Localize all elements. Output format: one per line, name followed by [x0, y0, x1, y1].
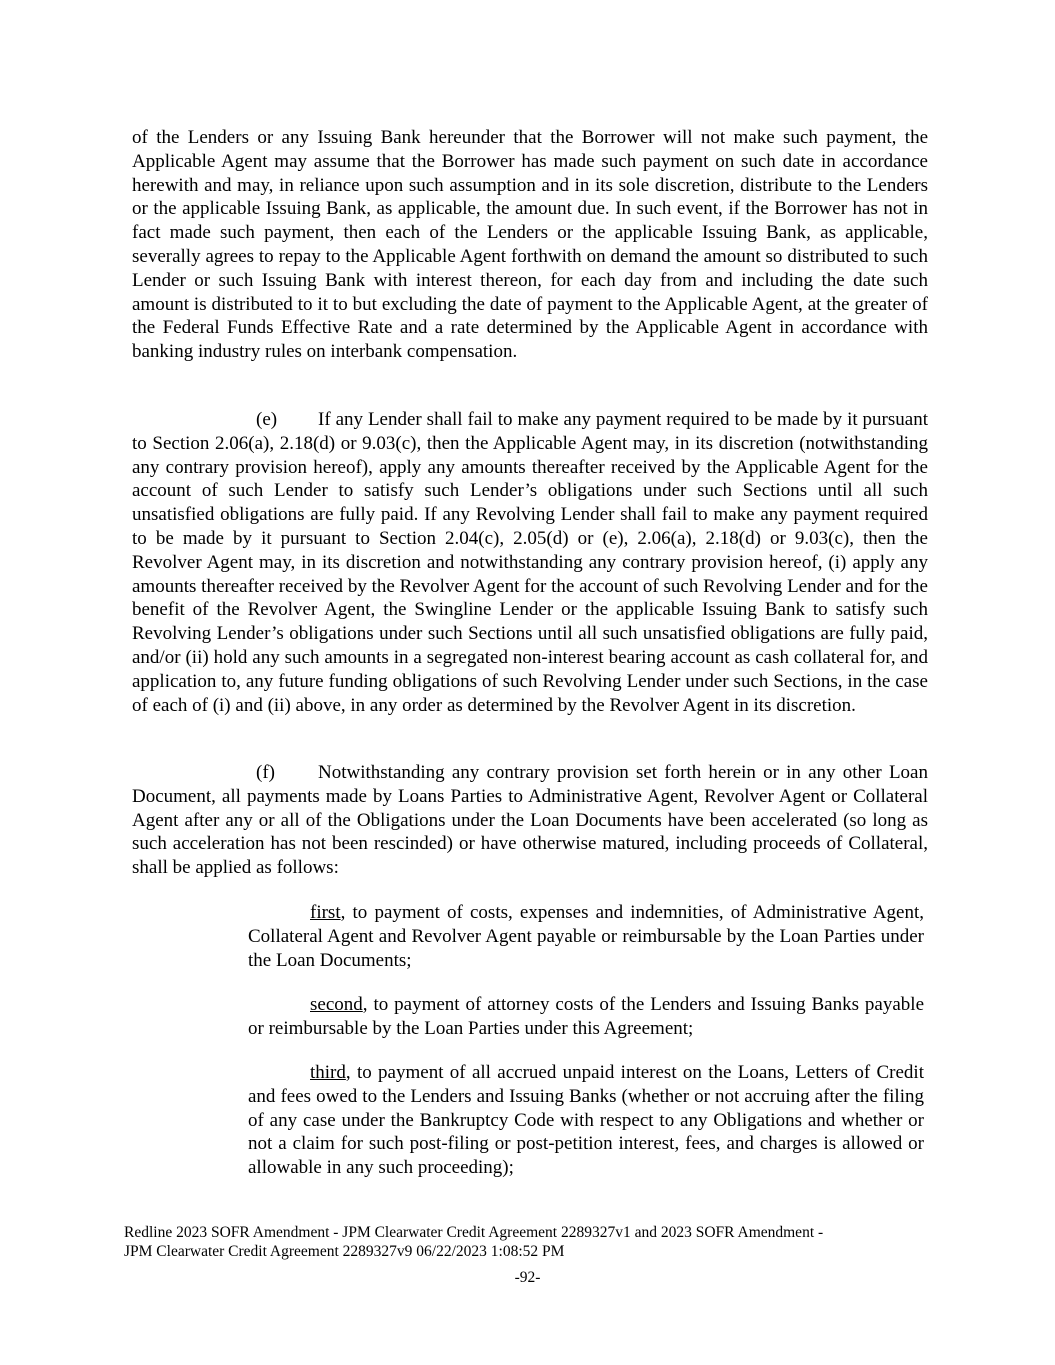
page-number: -92- — [514, 1269, 541, 1286]
paragraph-e-marker: (e) — [256, 409, 278, 430]
paragraph-f — [132, 761, 928, 880]
waterfall-text: , to payment of all accrued unpaid interest on the Loans, Letters of Credit and fees owed to the Lenders and Issuing Banks (whether or not accruing after the filing of any case under the Bankruptcy Code with respect to any Obligations and whether or not a claim for such post-filing or post-petition interest, fees, and charges is allowed or allowable in any such proceeding); — [248, 1062, 924, 1179]
waterfall-item-first — [248, 901, 924, 972]
paragraph-d-continuation: of the Lenders or any Issuing Bank hereunder that the Borrower will not make such payment, the Applicable Agent may assume that the Borrower has made such payment on such date in accordance herewith and may, in reliance upon such assumption and in its sole discretion, distribute to the Lenders or the applicable Issuing Bank, as applicable, the amount due. In such event, if the Borrower has not in fact made such payment, then each of the Lenders or the applicable Issuing Bank, as applicable, severally agrees to repay to the Applicable Agent forthwith on demand the amount so distributed to such Lender or such Issuing Bank with interest thereon, for each day from and including the date such amount is distributed to it to but excluding the date of payment to the Applicable Agent, at the greater of the Federal Funds Effective Rate and a rate determined by the Applicable Agent in accordance with banking industry rules on interbank compensation. — [132, 127, 928, 363]
paragraph-f-marker: (f) — [256, 762, 275, 783]
document-footer — [124, 1223, 924, 1261]
waterfall-term: second — [310, 994, 363, 1015]
paragraph-e — [132, 408, 928, 717]
waterfall-text: , to payment of attorney costs of the Lenders and Issuing Banks payable or reimbursable by the Loan Parties under this Agreement; — [248, 994, 924, 1039]
waterfall-term: third — [310, 1062, 346, 1083]
paragraph-e-text: If any Lender shall fail to make any payment required to be made by it pursuant to Section 2.06(a), 2.18(d) or 9.03(c), then the Applicable Agent may, in its discretion (notwithstanding any contrary provision hereof), apply any amounts thereafter received by the Applicable Agent for the account of such Lender to satisfy such Lender’s obligations under such Sections until all such unsatisfied obligations are fully paid. If any Revolving Lender shall fail to make any payment required to be made by it pursuant to Section 2.04(c), 2.05(d) or (e), 2.06(a), 2.18(d) or 9.03(c), then the Revolver Agent may, in its discretion and notwithstanding any contrary provision hereof, (i) apply any amounts thereafter received by the Revolver Agent for the account of such Revolving Lender and for the benefit of the Revolver Agent, the Swingline Lender or the applicable Issuing Bank to satisfy such Revolving Lender’s obligations under such Sections until all such unsatisfied obligations are fully paid, and/or (ii) hold any such amounts in a segregated non-interest bearing account as cash collateral for, and application to, any future funding obligations of such Revolving Lender under such Sections, in the case of each of (i) and (ii) above, in any order as determined by the Revolver Agent in its discretion. — [132, 409, 928, 716]
waterfall-text: , to payment of costs, expenses and indemnities, of Administrative Agent, Collateral Agent and Revolver Agent payable or reimbursable by the Loan Parties under the Loan Documents; — [248, 902, 924, 971]
waterfall-term: first — [310, 902, 341, 923]
footer-line-1: Redline 2023 SOFR Amendment - JPM Clearwater Credit Agreement 2289327v1 and 2023 SOFR Amendment - — [124, 1224, 824, 1241]
waterfall-item-third — [248, 1061, 924, 1180]
paragraph-f-text: Notwithstanding any contrary provision set forth herein or in any other Loan Document, all payments made by Loans Parties to Administrative Agent, Revolver Agent or Collateral Agent after any or all of the Obligations under the Loan Documents have been accelerated (so long as such acceleration has not been rescinded) or have otherwise matured, including proceeds of Collateral, shall be applied as follows: — [132, 762, 928, 879]
waterfall-item-second — [248, 993, 924, 1041]
footer-line-2: JPM Clearwater Credit Agreement 2289327v9 06/22/2023 1:08:52 PM — [124, 1243, 565, 1260]
